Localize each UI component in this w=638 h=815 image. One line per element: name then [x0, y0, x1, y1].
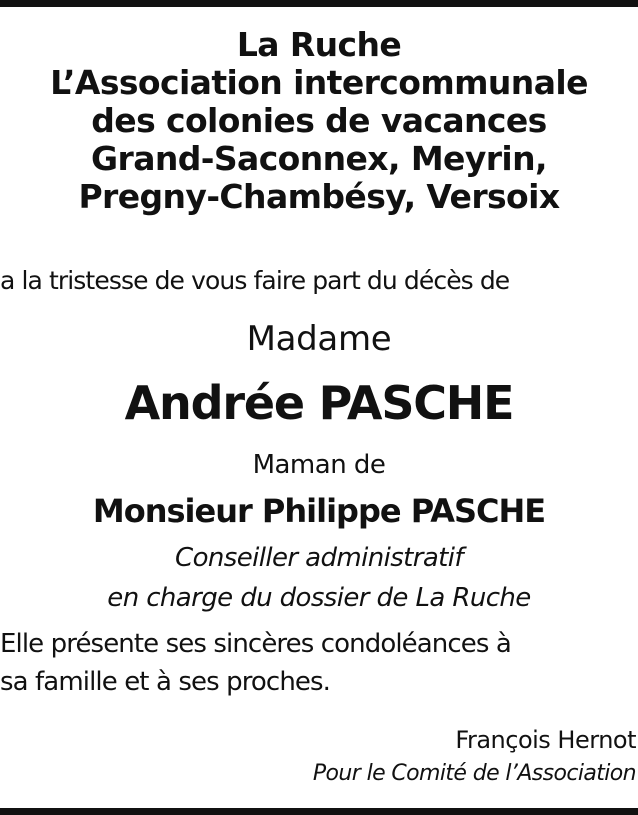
relation-label: Maman de — [252, 450, 386, 480]
condolences-line: Elle présente ses sincères condoléances à — [0, 629, 511, 659]
header-line: Grand-Saconnex, Meyrin, — [91, 139, 547, 178]
header-line: La Ruche — [236, 25, 402, 64]
signature-name: François Hernot — [455, 726, 636, 754]
organization-header — [0, 26, 638, 216]
deceased-name: Andrée PASCHE — [124, 376, 514, 430]
signature-role: Pour le Comité de l’Association — [312, 761, 636, 786]
announcement-intro: a la tristesse de vous faire part du décès de — [0, 266, 510, 295]
son-role-line: en charge du dossier de La Ruche — [107, 583, 531, 613]
bottom-border-rule — [0, 808, 638, 815]
son-role-line: Conseiller administratif — [175, 543, 463, 573]
deceased-title: Madame — [246, 319, 392, 359]
son-name: Monsieur Philippe PASCHE — [92, 492, 546, 530]
top-border-rule — [0, 0, 638, 7]
header-line: Pregny-Chambésy, Versoix — [78, 177, 560, 216]
header-line: L’Association intercommunale — [50, 63, 588, 102]
condolences-message — [0, 625, 638, 701]
condolences-line: sa famille et à ses proches. — [0, 667, 331, 697]
header-line: des colonies de vacances — [91, 101, 547, 140]
son-role — [0, 538, 638, 618]
